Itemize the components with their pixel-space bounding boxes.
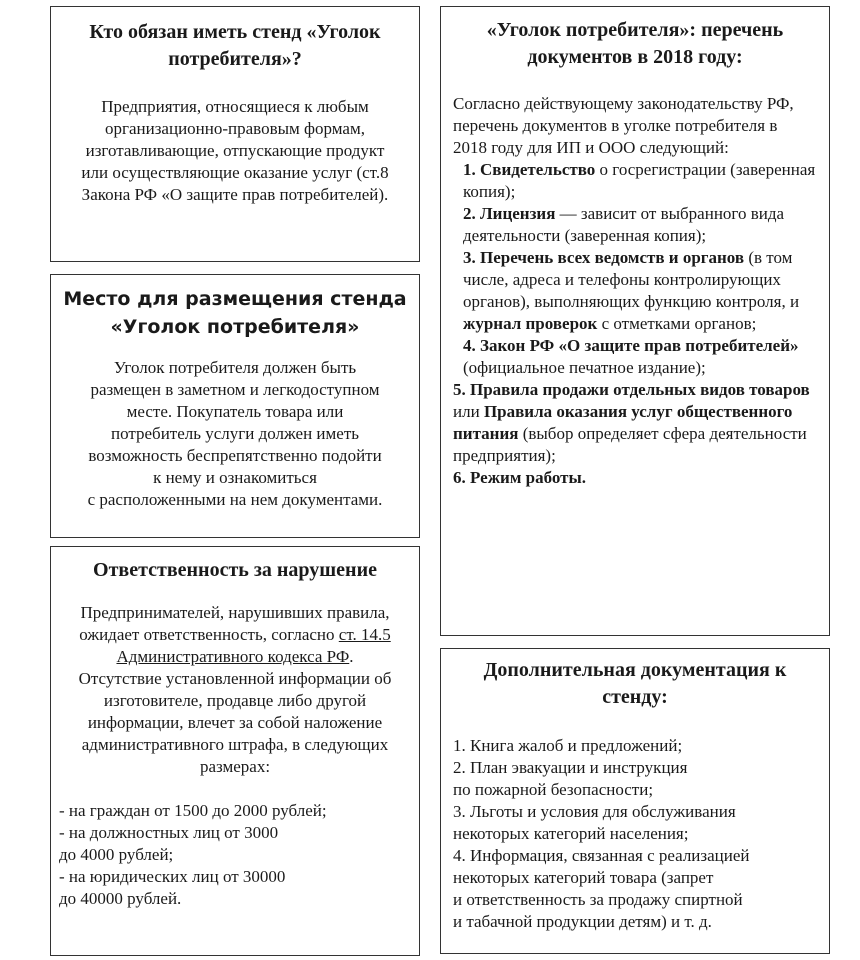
stand-placement-line: возможность беспрепятственно подойти (88, 446, 382, 465)
liability-text: . (349, 647, 354, 666)
document-item-label: 3. Перечень всех ведомств и органов (463, 248, 745, 267)
additional-docs-list (453, 735, 821, 933)
liability-paragraph-1 (79, 602, 391, 668)
document-item-label: журнал проверок (463, 314, 598, 333)
documents-intro: Согласно действующему законодательству РФ, перечень документов в уголке потребителя в 2018 году для ИП и ООО следующий: (453, 94, 794, 157)
document-item-4 (453, 335, 819, 379)
fine-line: - на граждан от 1500 до 2000 рублей; (59, 801, 327, 820)
document-item-text: — зависит от выбранного вида деятельности (заверенная копия); (463, 204, 785, 245)
stand-placement-line: потребитель услуги должен иметь (110, 424, 360, 443)
stand-placement-line: с расположенными на нем документами. (87, 490, 383, 509)
document-item-label: Правила оказания услуг общественного питания (453, 402, 793, 443)
stand-placement-line: размещен в заметном и легкодоступном (90, 380, 380, 399)
liability-title: Ответственность за нарушение (93, 559, 377, 581)
additional-docs-line: 1. Книга жалоб и предложений; (453, 736, 683, 755)
additional-docs-line: некоторых категорий товара (запрет (453, 868, 714, 887)
additional-docs-line: 4. Информация, связанная с реализацией (453, 846, 750, 865)
additional-docs-line: и ответственность за продажу спиртной (453, 890, 743, 909)
fine-line: - на должностных лиц от 3000 (59, 823, 279, 842)
liability-box (50, 546, 420, 956)
document-item-1 (453, 159, 819, 203)
document-item-label: 5. Правила продажи отдельных видов товаров (453, 380, 810, 399)
documents-list-title: «Уголок потребителя»: перечень документов в 2018 году: (486, 19, 784, 68)
document-item-5 (453, 379, 819, 467)
document-item-text: (выбор определяет сфера деятельности предприятия); (453, 424, 807, 465)
additional-docs-line: и табачной продукции детям) и т. д. (453, 912, 712, 931)
document-item-text: (официальное печатное издание); (463, 358, 706, 377)
document-item-text: (в том числе, адреса и телефоны контролирующих органов), выполняющих функцию контроля, и (463, 248, 800, 311)
who-must-have-stand-title: Кто обязан иметь стенд «Уголок потребителя»? (89, 21, 381, 70)
fine-line: до 40000 рублей. (59, 889, 182, 908)
additional-docs-line: 3. Льготы и условия для обслуживания (453, 802, 736, 821)
additional-docs-box (440, 648, 830, 954)
who-must-have-stand-box (50, 6, 420, 262)
liability-paragraph-2: Отсутствие установленной информации об изготовителе, продавце либо другой информации, влечет за собой наложение административного штрафа, в следующих размерах: (78, 669, 392, 776)
document-item-label: 6. Режим работы. (453, 468, 587, 487)
fines-list (59, 800, 411, 910)
additional-docs-line: 2. План эвакуации и инструкция (453, 758, 688, 777)
documents-list-box (440, 6, 830, 636)
liability-text: Предпринимателей, нарушивших правила, ожидает ответственность, согласно (79, 603, 390, 644)
stand-placement-line: Уголок потребителя должен быть (113, 358, 357, 377)
additional-docs-line: по пожарной безопасности; (453, 780, 654, 799)
fine-line: до 4000 рублей; (59, 845, 174, 864)
stand-placement-line: к нему и ознакомиться (153, 468, 317, 487)
document-item-text: с отметками органов; (597, 314, 757, 333)
admin-code-link[interactable]: ст. 14.5 Административного кодекса РФ (116, 625, 391, 666)
document-item-2 (453, 203, 819, 247)
additional-docs-line: некоторых категорий населения; (453, 824, 689, 843)
additional-docs-title: Дополнительная документация к стенду: (483, 659, 787, 708)
document-item-label: 1. Свидетельство (463, 160, 596, 179)
document-item-3 (453, 247, 819, 335)
stand-placement-text (55, 357, 415, 511)
fine-line: - на юридических лиц от 30000 (59, 867, 286, 886)
document-item-text: или (453, 402, 484, 421)
documents-items (453, 159, 819, 489)
stand-placement-line: месте. Покупатель товара или (126, 402, 344, 421)
document-item-text: о госрегистрации (заверенная копия); (463, 160, 816, 201)
document-item-label: 4. Закон РФ «О защите прав потребителей» (463, 336, 799, 355)
document-item-label: 2. Лицензия (463, 204, 556, 223)
who-must-have-stand-text: Предприятия, относящиеся к любым организационно-правовым формам, изготавливающие, отпускающие продукт или осуществляющие оказание услуг (ст.8 Закона РФ «О защите прав потребителей). (81, 97, 389, 204)
stand-placement-title: Место для размещения стенда «Уголок потребителя» (63, 288, 407, 338)
document-item-6 (453, 467, 819, 489)
stand-placement-box (50, 274, 420, 538)
